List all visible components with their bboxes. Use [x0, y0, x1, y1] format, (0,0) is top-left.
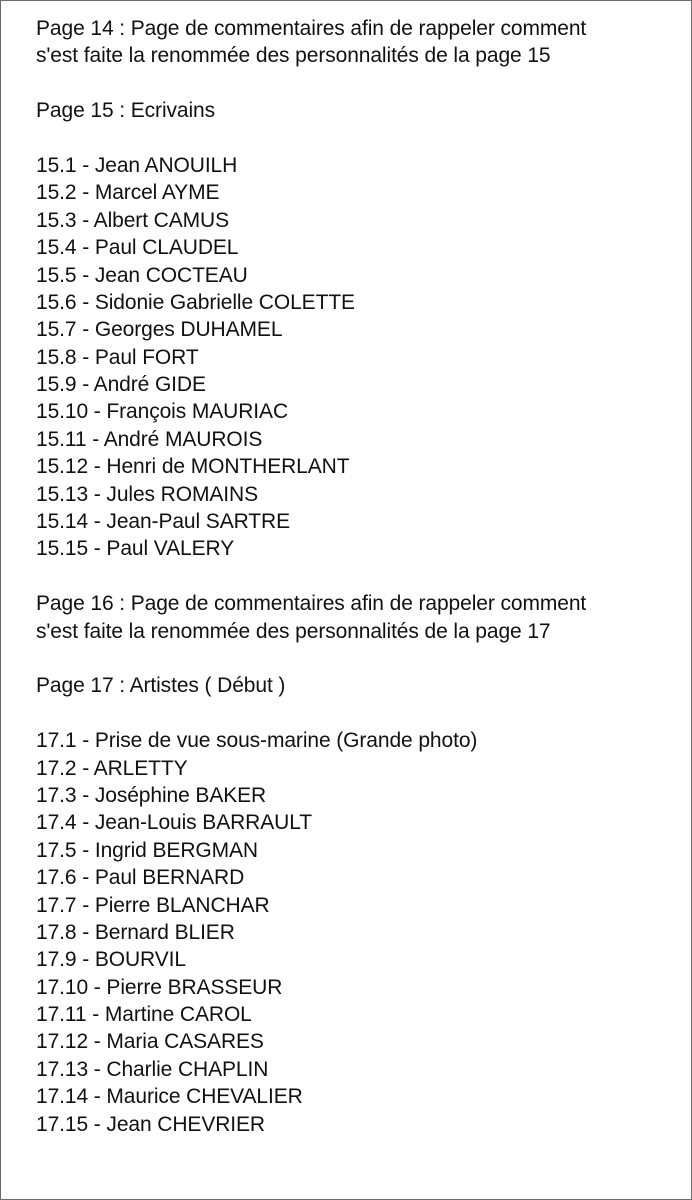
artists-list — [36, 727, 686, 1138]
list-item: 15.9 - André GIDE — [36, 373, 206, 397]
list-item: 17.15 - Jean CHEVRIER — [36, 1112, 266, 1136]
page-16-description — [36, 590, 686, 645]
list-item: 15.14 - Jean-Paul SARTRE — [36, 510, 291, 534]
list-item: 17.2 - ARLETTY — [36, 756, 188, 780]
list-item: 17.6 - Paul BERNARD — [36, 866, 245, 890]
list-item: 15.1 - Jean ANOUILH — [36, 153, 238, 177]
page-15-heading — [36, 97, 686, 124]
list-item: 15.3 - Albert CAMUS — [36, 208, 230, 232]
page-14-description — [36, 15, 686, 70]
blank-line — [36, 70, 686, 97]
text-line: Page 16 : Page de commentaires afin de rappeler comment — [36, 592, 587, 616]
list-item: 17.3 - Joséphine BAKER — [36, 783, 267, 807]
list-item: 15.7 - Georges DUHAMEL — [36, 318, 283, 342]
list-item: 17.8 - Bernard BLIER — [36, 920, 235, 944]
list-item: 15.11 - André MAUROIS — [36, 427, 263, 451]
list-item: 15.8 - Paul FORT — [36, 345, 199, 369]
blank-line — [36, 563, 686, 590]
blank-line — [36, 700, 686, 727]
page-17-heading — [36, 672, 686, 699]
list-item: 17.14 - Maurice CHEVALIER — [36, 1085, 303, 1109]
list-item: 17.9 - BOURVIL — [36, 948, 186, 972]
list-item: 15.4 - Paul CLAUDEL — [36, 236, 239, 260]
blank-line — [36, 125, 686, 152]
list-item: 15.15 - Paul VALERY — [36, 537, 235, 561]
list-item: 15.10 - François MAURIAC — [36, 400, 289, 424]
list-item: 15.5 - Jean COCTEAU — [36, 263, 248, 287]
section-heading: Page 15 : Ecrivains — [36, 99, 216, 123]
list-item: 17.10 - Pierre BRASSEUR — [36, 975, 283, 999]
list-item: 17.12 - Maria CASARES — [36, 1030, 264, 1054]
writers-list — [36, 152, 686, 563]
document-content — [36, 15, 686, 1138]
section-heading: Page 17 : Artistes ( Début ) — [36, 674, 286, 698]
list-item: 17.13 - Charlie CHAPLIN — [36, 1057, 269, 1081]
list-item: 15.13 - Jules ROMAINS — [36, 482, 258, 506]
list-item: 15.2 - Marcel AYME — [36, 181, 220, 205]
text-line: s'est faite la renommée des personnalités de la page 15 — [36, 44, 551, 68]
list-item: 17.7 - Pierre BLANCHAR — [36, 893, 270, 917]
list-item: 15.12 - Henri de MONTHERLANT — [36, 455, 350, 479]
list-item: 17.5 - Ingrid BERGMAN — [36, 838, 258, 862]
list-item: 17.11 - Martine CAROL — [36, 1003, 252, 1027]
blank-line — [36, 645, 686, 672]
list-item: 15.6 - Sidonie Gabrielle COLETTE — [36, 290, 355, 314]
text-line: s'est faite la renommée des personnalités de la page 17 — [36, 619, 551, 643]
text-line: Page 14 : Page de commentaires afin de rappeler comment — [36, 17, 587, 40]
list-item: 17.4 - Jean-Louis BARRAULT — [36, 811, 312, 835]
list-item: 17.1 - Prise de vue sous-marine (Grande photo) — [36, 729, 478, 753]
